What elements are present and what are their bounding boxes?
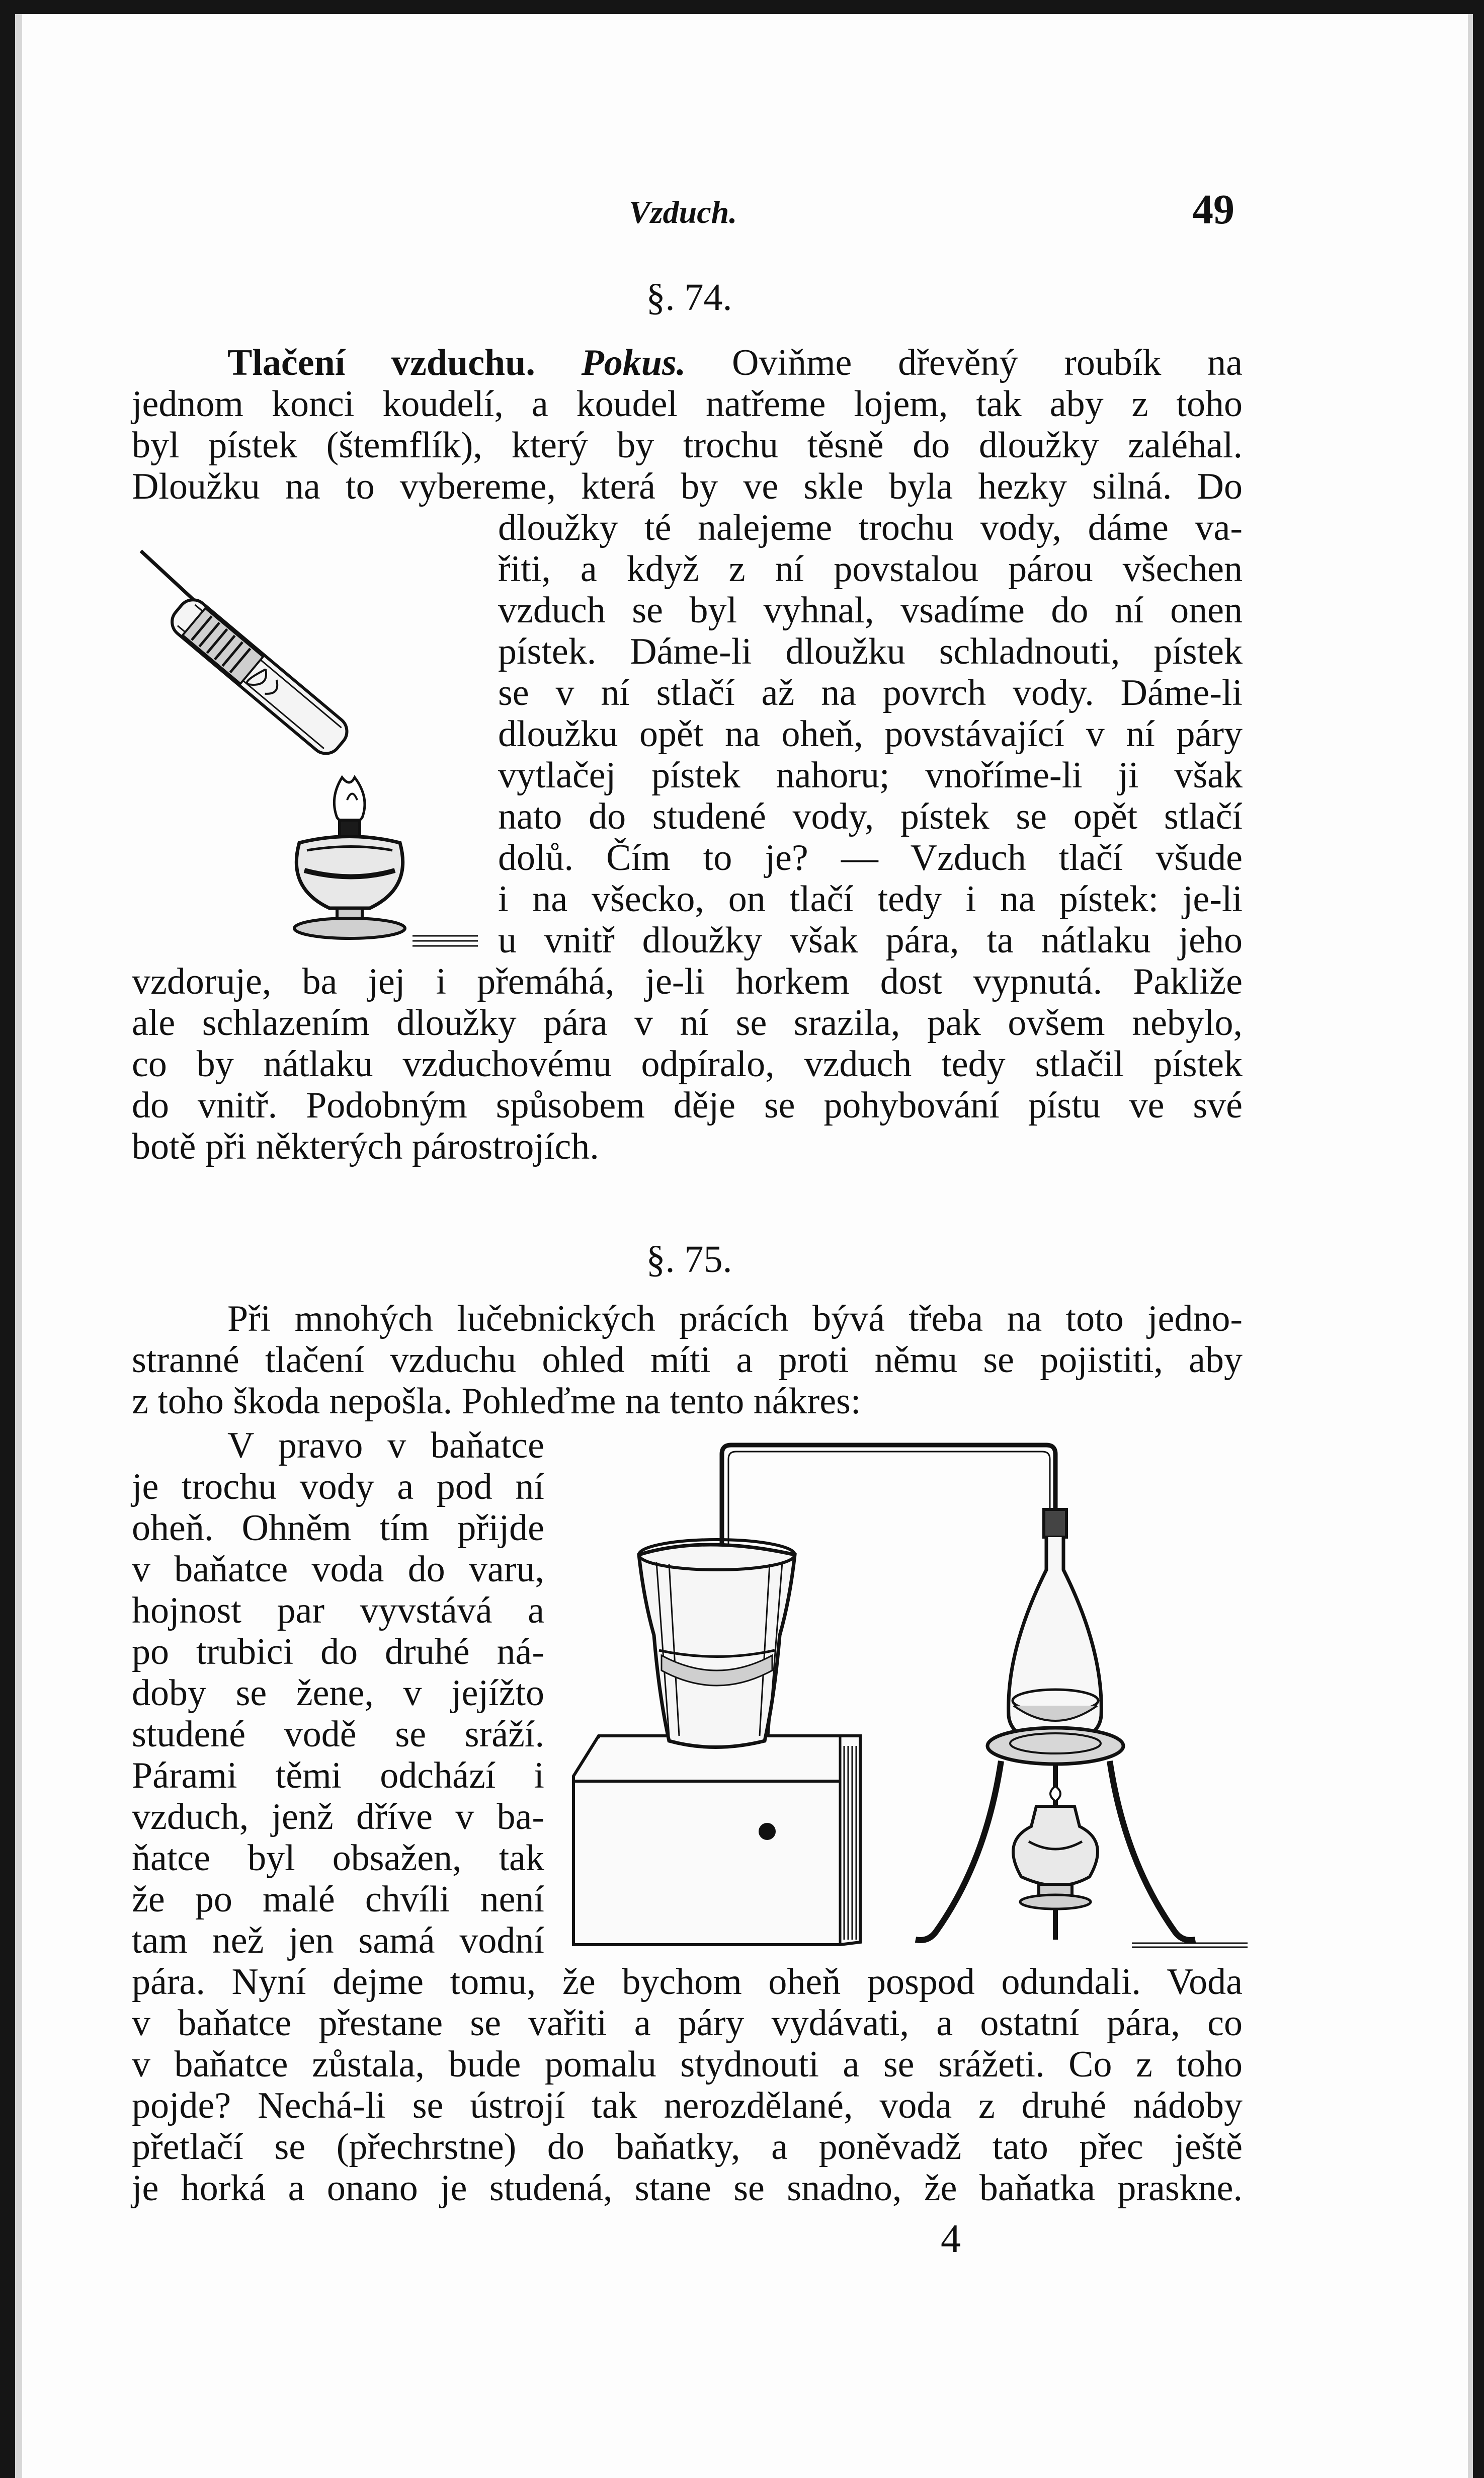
text-line: dloužku opět na oheň, povstávající v ní páry [498,713,1243,755]
text-line-content: Oviňme dřevěný roubík na [686,342,1243,383]
text-line: pára. Nyní dejme tomu, že bychom oheň pospod odundali. Voda [132,1961,1243,2003]
text-line: po trubici do druhé ná- [132,1631,544,1672]
text-line: u vnitř dloužky však pára, ta nátlaku jeho [498,920,1243,961]
text-line: tam než jen samá vodní [132,1920,544,1961]
text-line: vytlačej pístek nahoru; vnoříme-li ji však [498,755,1243,796]
lead-term-italic: Pokus. [581,342,686,383]
text-line: vzdoruje, ba jej i přemáhá, je-li horkem dost vypnutá. Pakliže [132,961,1243,1002]
text-line: i na všecko, on tlačí tedy i na pístek: je-li [498,878,1243,920]
text-line: v baňatce voda do varu, [132,1549,544,1590]
section-75-heading: §. 75. [646,1238,732,1281]
section-75-narrow-column [132,1425,544,1961]
scan-gutter-left [15,14,22,2478]
text-line: přetlačí se (přechrstne) do baňatky, a poněvadž tato přec ještě [132,2126,1243,2168]
flask-on-tripod-with-beaker-icon [568,1434,1253,1952]
scan-border-right [1473,0,1484,2478]
section-75-intro [132,1298,1243,1422]
text-line: botě při některých párostrojích. [132,1126,599,1167]
text-line: jednom konci koudelí, a koudel natřeme lojem, tak aby z toho [132,383,1243,425]
text-line: vzduch, jenž dříve v ba- [132,1796,544,1837]
text-line: oheň. Ohněm tím přijde [132,1507,544,1549]
text-line: studené vodě se sráží. [132,1714,544,1755]
text-line: stranné tlačení vzduchu ohled míti a proti němu se pojistiti, aby [132,1339,1243,1381]
text-line: ňatce byl obsažen, tak [132,1837,544,1879]
text-line: nato do studené vody, pístek se opět stlačí [498,796,1243,837]
text-line-content: V pravo v baňatce [227,1425,544,1466]
section-75-closing-paragraph [132,1961,1243,2209]
section-74-paragraph-full-width [132,342,1243,507]
page-number: 49 [1192,186,1234,233]
section-74-paragraph-continued [132,961,1243,1167]
piston-tube-over-lamp-icon [131,538,483,951]
text-line: v baňatce přestane se vařiti a páry vydávati, a ostatní pára, co [132,2003,1243,2044]
text-line-content: Při mnohých lučebnických prácích bývá třeba na toto jedno- [227,1298,1243,1339]
text-line: Dloužku na to vybereme, která by ve skle byla hezky silná. Do [132,466,1243,507]
text-line: vzduch se byl vyhnal, vsadíme do ní onen [498,590,1243,631]
text-line: dolů. Čím to je? — Vzduch tlačí všude [498,837,1243,878]
running-head: Vzduch. [629,194,737,230]
text-line: hojnost par vyvstává a [132,1590,544,1631]
text-line [132,1425,544,1466]
text-line [132,1298,1243,1339]
lead-term-bold: Tlačení vzduchu. [227,342,535,383]
scan-border-top [0,0,1484,14]
scan-gutter-right [1468,14,1473,2478]
text-line: se v ní stlačí až na povrch vody. Dáme-li [498,672,1243,713]
text-line: řiti, a když z ní povstalou párou všechen [498,548,1243,590]
scan-border-left [0,0,15,2478]
text-line: z toho škoda nepošla. Pohleďme na tento nákres: [132,1381,861,1422]
text-line: dloužky té nalejeme trochu vody, dáme va- [498,507,1243,548]
text-line: do vnitř. Podobným spůsobem děje se pohybování pístu ve své [132,1085,1243,1126]
signature-mark: 4 [941,2217,961,2261]
text-line: pojde? Nechá-li se ústrojí tak nerozdělané, voda z druhé nádoby [132,2085,1243,2126]
text-line: v baňatce zůstala, bude pomalu stydnouti a se srážeti. Co z toho [132,2044,1243,2085]
text-line: doby se žene, v jejížto [132,1672,544,1714]
text-line [132,342,1243,383]
section-74-paragraph-narrow [498,507,1243,961]
text-line: je trochu vody a pod ní [132,1466,544,1507]
text-line: ale schlazením dloužky pára v ní se srazila, pak ovšem nebylo, [132,1002,1243,1044]
text-line: je horká a onano je studená, stane se snadno, že baňatka praskne. [132,2168,1243,2209]
section-74-heading: §. 74. [646,276,732,318]
text-line: co by nátlaku vzduchovému odpíralo, vzduch tedy stlačil pístek [132,1044,1243,1085]
text-line: že po malé chvíli není [132,1879,544,1920]
text-line: byl pístek (štemflík), který by trochu těsně do dloužky zaléhal. [132,425,1243,466]
text-line: Párami těmi odchází i [132,1755,544,1796]
text-line: pístek. Dáme-li dloužku schladnouti, pístek [498,631,1243,672]
